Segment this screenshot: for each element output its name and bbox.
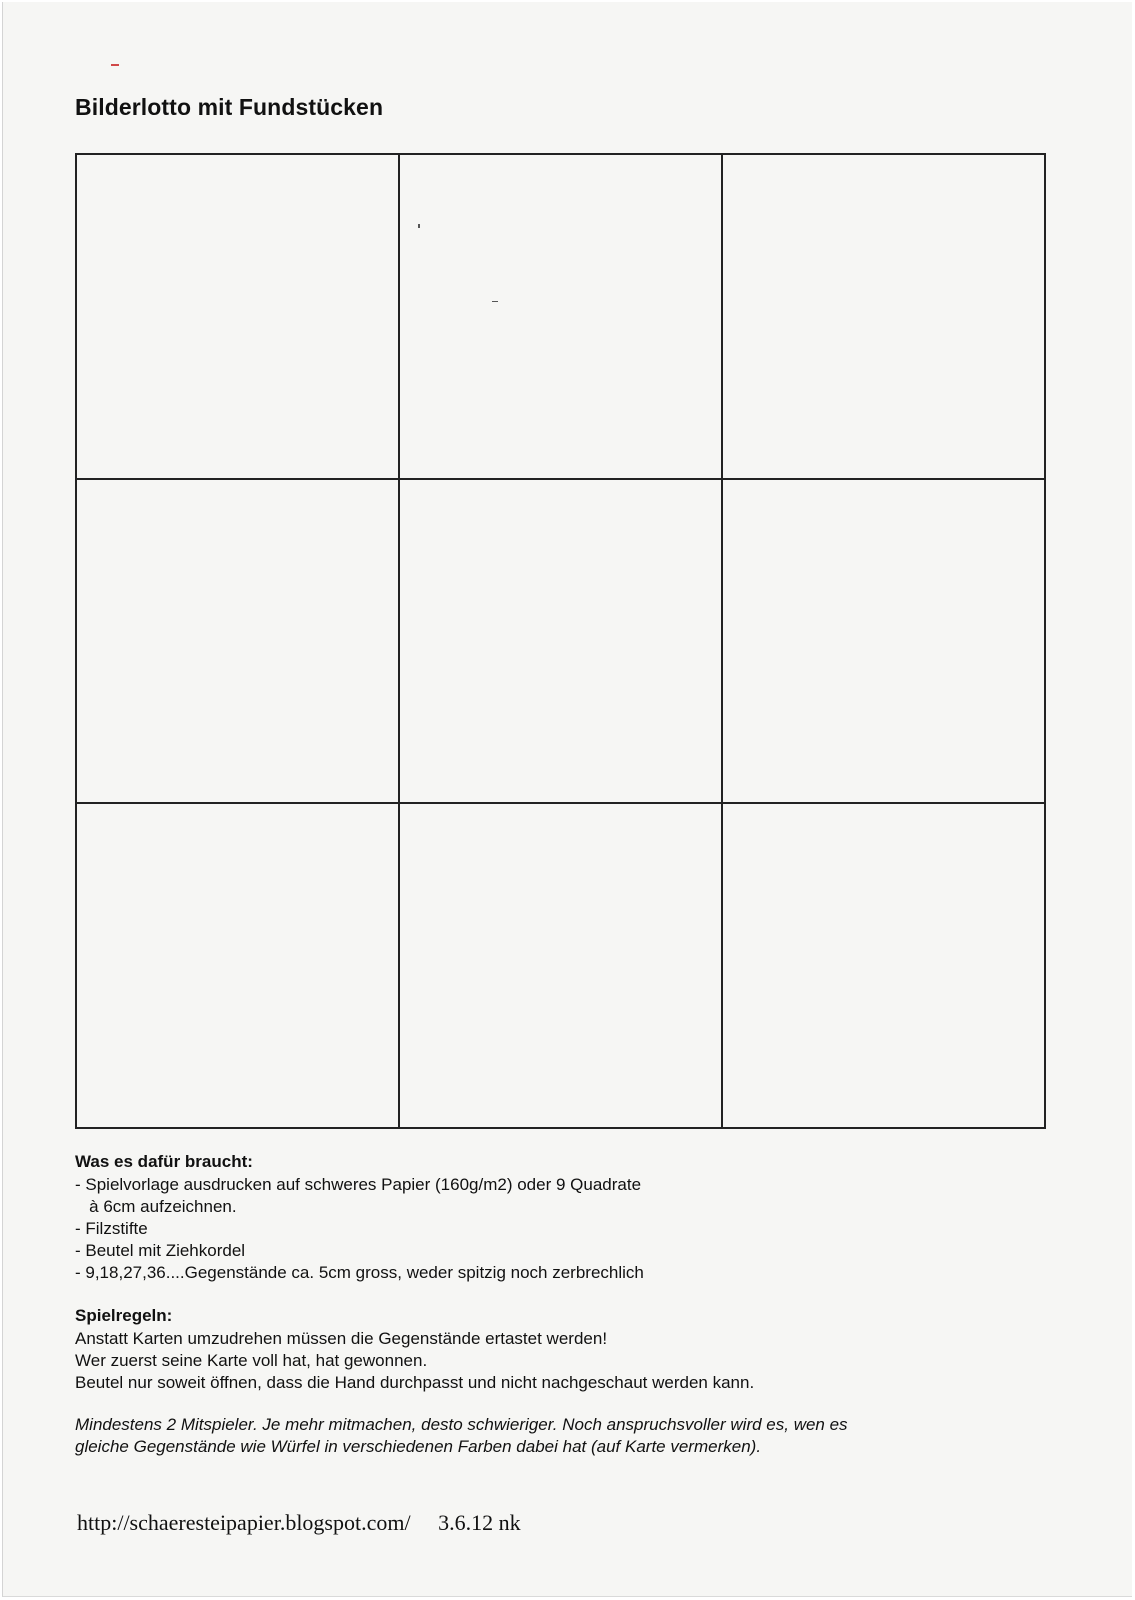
list-item: Wer zuerst seine Karte voll hat, hat gewonnen. xyxy=(75,1351,428,1370)
rules-heading: Spielregeln: xyxy=(75,1306,173,1325)
grid-cell xyxy=(76,154,399,479)
note-line: gleiche Gegenstände wie Würfel in verschiedenen Farben dabei hat (auf Karte vermerken). xyxy=(75,1437,762,1456)
materials-heading: Was es dafür braucht: xyxy=(75,1152,253,1171)
scan-mark xyxy=(111,64,119,66)
scan-speck xyxy=(492,301,498,302)
grid-cell xyxy=(76,479,399,804)
grid-cell xyxy=(399,154,722,479)
list-item: Beutel nur soweit öffnen, dass die Hand durchpasst und nicht nachgeschaut werden kann. xyxy=(75,1373,755,1392)
lotto-card-grid xyxy=(75,153,1046,1129)
grid-cell xyxy=(399,803,722,1128)
grid-cell xyxy=(722,154,1045,479)
grid-cell xyxy=(399,479,722,804)
list-item: - 9,18,27,36....Gegenstände ca. 5cm gross, weder spitzig noch zerbrechlich xyxy=(75,1263,644,1282)
list-item: - Filzstifte xyxy=(75,1219,148,1238)
page-title: Bilderlotto mit Fundstücken xyxy=(75,94,384,120)
list-item: - Spielvorlage ausdrucken auf schweres Papier (160g/m2) oder 9 Quadrate xyxy=(75,1175,642,1194)
rules-list xyxy=(75,1328,754,1394)
grid-cell xyxy=(722,803,1045,1128)
materials-list xyxy=(75,1174,644,1284)
scan-speck xyxy=(418,224,420,228)
list-item: - Beutel mit Ziehkordel xyxy=(75,1241,246,1260)
footer-signature: 3.6.12 nk xyxy=(438,1510,521,1535)
grid-cell xyxy=(76,803,399,1128)
list-item: Anstatt Karten umzudrehen müssen die Gegenstände ertastet werden! xyxy=(75,1329,608,1348)
list-item: à 6cm aufzeichnen. xyxy=(75,1197,237,1216)
note-line: Mindestens 2 Mitspieler. Je mehr mitmachen, desto schwieriger. Noch anspruchsvoller wird es, wen es xyxy=(75,1415,848,1434)
footer xyxy=(77,1510,521,1536)
note-paragraph xyxy=(75,1414,848,1458)
footer-url: http://schaeresteipapier.blogspot.com/ xyxy=(77,1510,411,1535)
grid-cell xyxy=(722,479,1045,804)
